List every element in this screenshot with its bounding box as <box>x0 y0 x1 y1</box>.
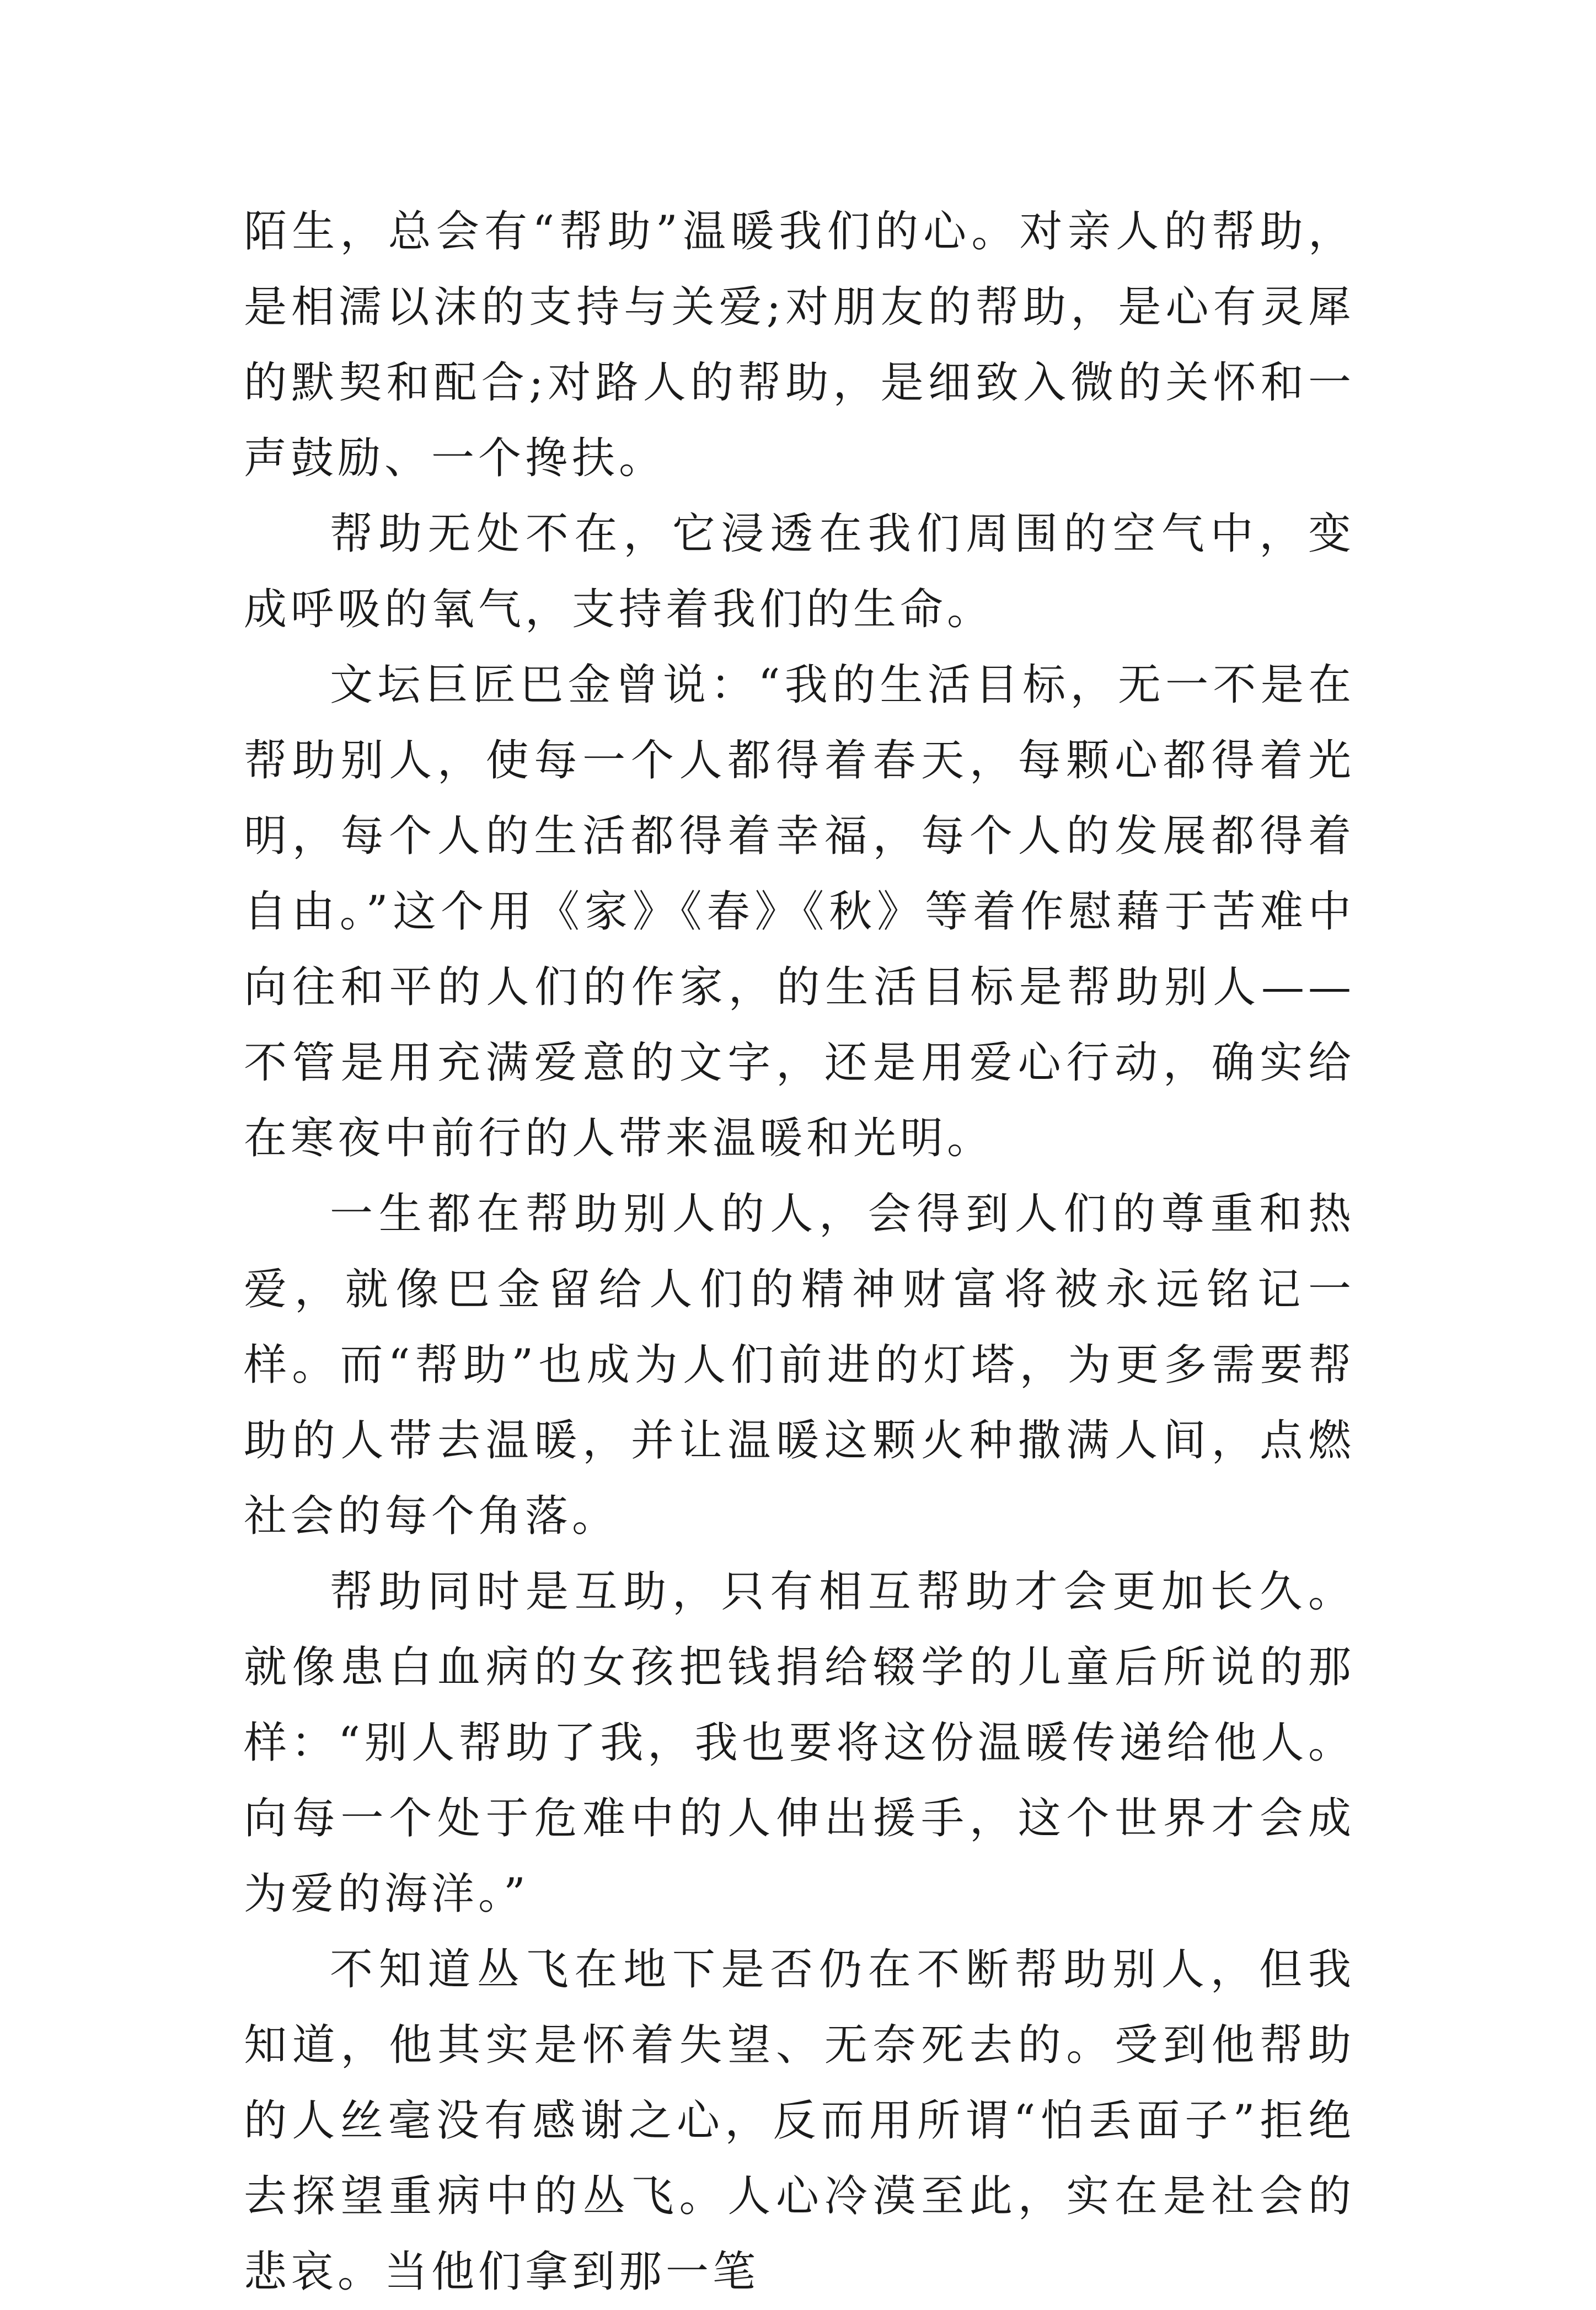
paragraph-1: 陌生，总会有“帮助”温暖我们的心。对亲人的帮助，是相濡以沫的支持与关爱;对朋友的帮助，是心有灵犀的默契和配合;对路人的帮助，是细致入微的关怀和一声鼓励、一个搀扶。 <box>244 207 1355 483</box>
body-text <box>244 194 1355 2310</box>
paragraph-3: 文坛巨匠巴金曾说：“我的生活目标，无一不是在帮助别人，使每一个人都得着春天，每颗心都得着光明，每个人的生活都得着幸福，每个人的发展都得着自由。”这个用《家》《春》《秋》等着作慰藉于苦难中向往和平的人们的作家，的生活目标是帮助别人——不管是用充满爱意的文字，还是用爱心行动，确实给在寒夜中前行的人带来温暖和光明。 <box>244 660 1355 1163</box>
paragraph-2: 帮助无处不在，它浸透在我们周围的空气中，变成呼吸的氧气，支持着我们的生命。 <box>244 509 1355 634</box>
paragraph-4: 一生都在帮助别人的人，会得到人们的尊重和热爱，就像巴金留给人们的精神财富将被永远铭记一样。而“帮助”也成为人们前进的灯塔，为更多需要帮助的人带去温暖，并让温暖这颗火种撒满人间，点燃社会的每个角落。 <box>244 1189 1355 1541</box>
paragraph-6: 不知道丛飞在地下是否仍在不断帮助别人，但我知道，他其实是怀着失望、无奈死去的。受到他帮助的人丝毫没有感谢之心，反而用所谓“怕丢面子”拒绝去探望重病中的丛飞。人心冷漠至此，实在是社会的悲哀。当他们拿到那一笔 <box>244 1945 1355 2297</box>
paragraph-5: 帮助同时是互助，只有相互帮助才会更加长久。就像患白血病的女孩把钱捐给辍学的儿童后所说的那样：“别人帮助了我，我也要将这份温暖传递给他人。向每一个处于危难中的人伸出援手，这个世界才会成为爱的海洋。” <box>244 1567 1355 1919</box>
